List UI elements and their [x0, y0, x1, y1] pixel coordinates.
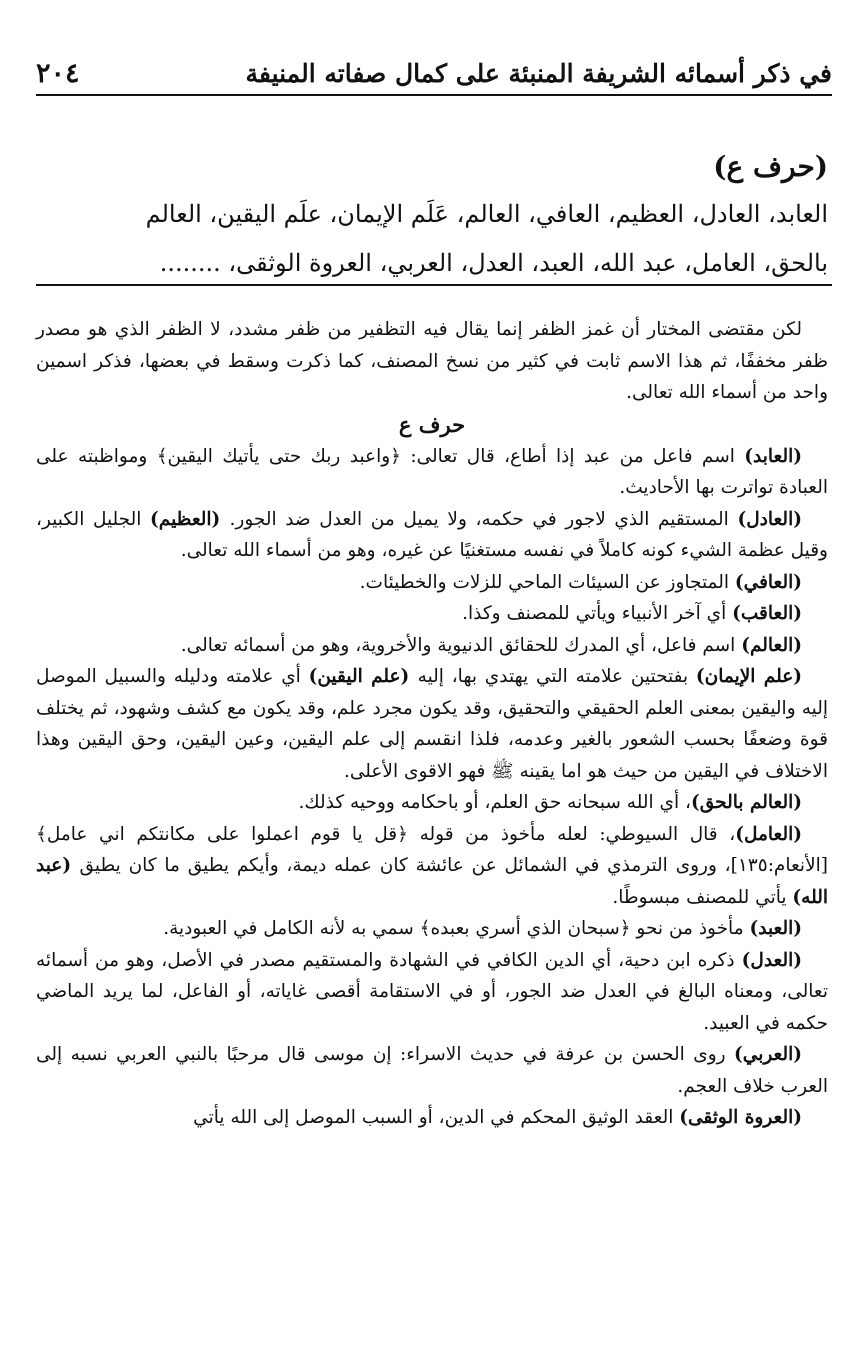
entry-text: ذكره ابن دحية، أي الدين الكافي في الشهادة والمستقيم مصدر في الأصل، وهو من أسمائه تعالى، ومعناه البالغ في العدل ضد الجور، أو في الاستقامة أقصى غاياته، أو الفاعل، لما يريد الماضي حكمه في العبيد.	[36, 949, 828, 1034]
entry-text: أي علامته ودليله والسبيل الموصل إليه واليقين بمعنى العلم الحقيقي والتحقيق، وقد يكون مجرد علم، وقد يكون مع كشف وشهود، ثم يختلف قوة وضعفًا بحسب الشعور بالغير وعدمه، فلذا انقسم إلى علم اليقين، وعين اليقين، وحق اليقين وهذا الاختلاف في اليقين من حيث هو اما يقينه ﷺ فهو الاقوى الأعلى.	[36, 666, 828, 782]
entry-term: (العربي)	[734, 1044, 802, 1065]
entry-text: المستقيم الذي لاجور في حكمه، ولا يميل من العدل ضد الجور.	[229, 508, 738, 530]
entry-text: اسم فاعل، أي المدرك للحقائق الدنيوية والأخروية، وهو من أسمائه تعالى.	[180, 634, 742, 656]
entry-al-arabi	[36, 1039, 828, 1102]
entry-term: (العامل)	[735, 823, 802, 845]
entry-text: بفتحتين علامته التي يهتدي بها، إليه	[417, 666, 696, 687]
entry-term: (العافي)	[734, 571, 802, 593]
entry-term: (عبد الله)	[36, 855, 828, 908]
entry-term: (العروة الوثقى)	[679, 1107, 802, 1128]
matn-line-2: بالحق، العامل، عبد الله، العبد، العدل، العربي، العروة الوثقى، ........	[159, 249, 828, 277]
commentary	[36, 314, 828, 1134]
section-heading: حرف ع	[398, 411, 466, 437]
entry-al-urwa	[36, 1102, 828, 1134]
entry-al-alim	[36, 630, 828, 662]
entry-text: ، قال السيوطي: لعله مأخوذ من قوله ﴿قل يا قوم اعملوا على مكانتكم اني عامل﴾ [الأنعام:١٣٥]، وروى الترمذي في الشمائل عن عائشة كان عمله ديمة، وأيكم يطيق ما كان يطيق	[36, 823, 828, 876]
entry-text: الجليل الكبير، وقيل عظمة الشيء كونه كاملاً في نفسه مستغنيًا عن غيره، وهو من أسماء الله تعالى.	[36, 508, 828, 561]
entry-al-abd	[36, 913, 828, 945]
matn-divider	[36, 284, 832, 286]
matn-heading: (حرف ع)	[713, 150, 828, 183]
intro-paragraph: لكن مقتضى المختار أن غمز الظفر إنما يقال فيه التظفير من ظفر مشدد، لا الظفر الذي هو مصدر ظفر مخففًا، ثم هذا الاسم ثابت في كثير من نسخ المصنف، كما ذكرت وسقط في بعضها، فذكر اسمين واحد من أسماء الله تعالى.	[36, 319, 828, 403]
entry-term: (العاقب)	[732, 603, 802, 624]
running-header	[36, 52, 832, 96]
entry-al-alim-bil-haqq	[36, 787, 828, 819]
entry-text: اسم فاعل من عبد إذا أطاع، قال تعالى: ﴿واعبد ربك حتى يأتيك اليقين﴾ ومواظبته على العبادة تواترت بها الأحاديث.	[36, 445, 828, 498]
matn-block	[36, 190, 828, 288]
page-number: ٢٠٤	[36, 57, 80, 89]
entry-al-aqib	[36, 598, 828, 630]
entry-term: (علم الإيمان)	[695, 666, 803, 687]
entry-text: ، أي الله سبحانه حق العلم، أو باحكامه ووحيه كذلك.	[298, 792, 691, 813]
entry-alam-al-iman	[36, 661, 828, 787]
entry-text: أي آخر الأنبياء ويأتي للمصنف وكذا.	[462, 603, 733, 624]
entry-term: (العادل)	[737, 508, 802, 530]
entry-al-abid	[36, 441, 828, 504]
entry-term: (العظيم)	[150, 508, 230, 530]
entry-term: (العالم)	[741, 634, 802, 656]
entry-text: يأتي للمصنف مبسوطًا.	[612, 886, 793, 908]
entry-text: مأخوذ من نحو ﴿سبحان الذي أسري بعبده﴾ سمي به لأنه الكامل في العبودية.	[163, 918, 750, 939]
matn-line-1: العابد، العادل، العظيم، العافي، العالم، عَلَم الإيمان، علَم اليقين، العالم	[145, 200, 828, 228]
entry-term: (العبد)	[749, 918, 802, 939]
entry-term: (العدل)	[741, 949, 802, 971]
entry-al-adil	[36, 504, 828, 567]
running-title: في ذكر أسمائه الشريفة المنبئة على كمال صفاته المنيفة	[245, 58, 832, 88]
entry-al-adl	[36, 945, 828, 1040]
entry-text: العقد الوثيق المحكم في الدين، أو السبب الموصل إلى الله يأتي	[193, 1107, 680, 1128]
entry-term: (العابد)	[744, 445, 802, 467]
entry-term: (علم اليقين)	[308, 666, 418, 687]
entry-al-afi	[36, 567, 828, 599]
entry-term: (العالم بالحق)	[690, 792, 802, 813]
entry-text: روى الحسن بن عرفة في حديث الاسراء: إن موسى قال مرحبًا بالنبي العربي نسبه إلى العرب خلاف العجم.	[36, 1044, 828, 1097]
entry-al-amil	[36, 819, 828, 914]
entry-text: المتجاوز عن السيئات الماحي للزلات والخطيئات.	[359, 571, 735, 593]
